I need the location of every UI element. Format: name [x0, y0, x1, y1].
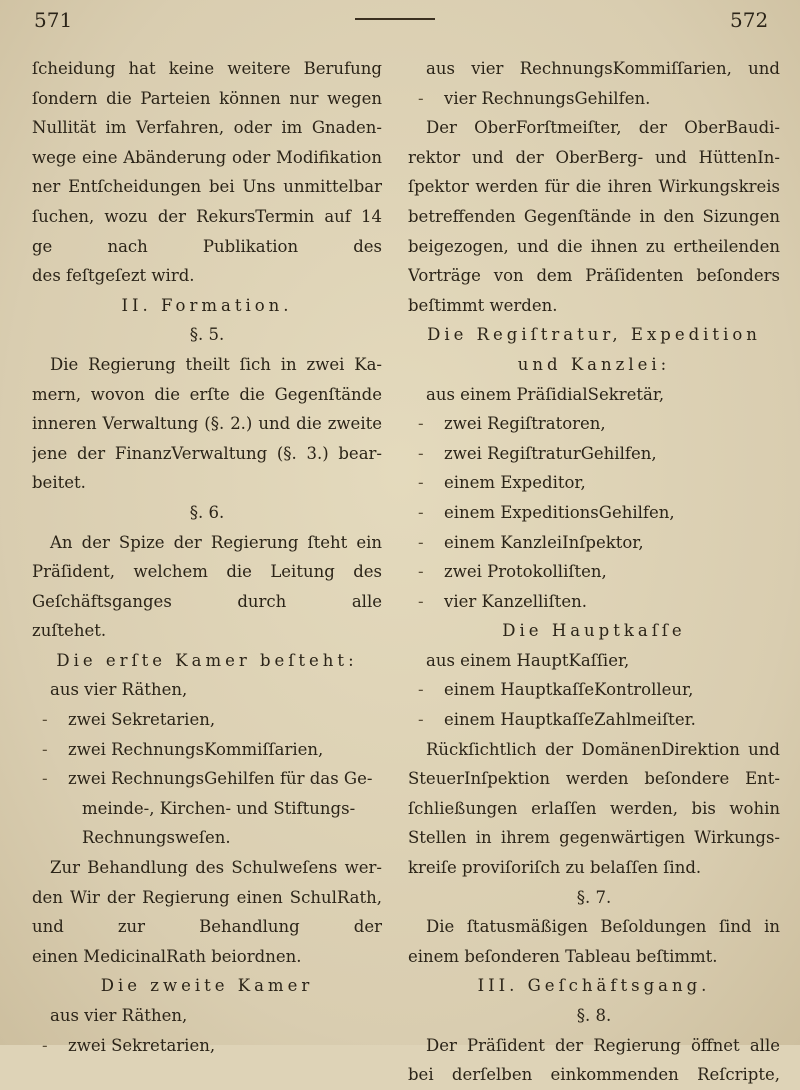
line-text: einem Expeditor,: [444, 473, 586, 493]
text-line: [408, 202, 780, 232]
line-text: zwei RechnungsKommiſſarien,: [68, 739, 324, 759]
line-text: Die ſtatusmäßigen Beſoldungen ſind in: [426, 917, 780, 937]
line-text: einem beſonderen Tableau beſtimmt.: [408, 946, 718, 966]
list-dash: -: [418, 414, 424, 434]
text-line: [32, 113, 382, 143]
line-text: §. 7.: [576, 887, 612, 907]
line-text: Zur Behandlung des Schulweſens wer-: [50, 858, 382, 878]
text-line: [32, 320, 382, 350]
text-line: [32, 883, 382, 913]
text-line: [408, 498, 780, 528]
text-line: [32, 498, 382, 528]
line-text: Rückſichtlich der DomänenDirektion und: [426, 739, 780, 759]
text-line: [32, 350, 382, 380]
header-rule: [355, 18, 435, 20]
text-line: [32, 291, 382, 321]
list-dash: -: [418, 88, 424, 108]
text-line: [408, 350, 780, 380]
text-line: [408, 883, 780, 913]
line-text: rektor und der OberBerg- und HüttenIn-: [408, 147, 780, 167]
text-line: [408, 291, 780, 321]
list-dash: -: [418, 562, 424, 582]
line-text: Vorträge von dem Präſidenten beſonders: [408, 266, 780, 286]
line-text: einem HauptkaſſeZahlmeiſter.: [444, 710, 696, 730]
line-text: beigezogen, und die ihnen zu ertheilenden: [408, 236, 780, 256]
line-text: bei derſelben einkommenden Reſcripte,: [408, 1065, 780, 1085]
text-line: [408, 1031, 780, 1061]
text-line: [408, 823, 780, 853]
line-text: An der Spize der Regierung ſteht ein: [50, 532, 382, 552]
text-line: [32, 735, 382, 765]
line-text: und Kanzlei:: [517, 354, 671, 374]
text-line: [32, 439, 382, 469]
line-text: inneren Verwaltung (§. 2.) und die zweite: [32, 414, 382, 434]
text-line: [408, 971, 780, 1001]
text-line: [32, 675, 382, 705]
line-text: zuſtehet.: [32, 621, 107, 641]
text-line: [32, 705, 382, 735]
line-text: Stellen in ihrem gegenwärtigen Wirkungs-: [408, 828, 780, 848]
left-column: [32, 54, 382, 1060]
line-text: des feſtgeſezt wird.: [32, 266, 195, 286]
line-text: Der OberForſtmeiſter, der OberBaudi-: [426, 118, 780, 138]
text-line: [32, 232, 382, 262]
list-dash: -: [418, 710, 424, 730]
text-line: [32, 172, 382, 202]
text-line: [32, 380, 382, 410]
line-text: Rechnungsweſen.: [82, 828, 231, 848]
line-text: aus vier Räthen,: [50, 680, 188, 700]
right-column: [408, 54, 780, 1090]
line-text: Die Regierung theilt ſich in zwei Ka-: [50, 354, 382, 374]
text-line: [408, 143, 780, 173]
line-text: zwei RechnungsGehilfen für das Ge-: [68, 769, 373, 789]
text-line: [32, 557, 382, 587]
text-line: [32, 823, 382, 853]
text-line: [408, 320, 780, 350]
line-text: betreffenden Gegenſtände in den Sizungen: [408, 206, 780, 226]
line-text: aus vier RechnungsKommiſſarien, und: [426, 59, 780, 78]
text-line: [32, 587, 382, 617]
text-line: [408, 261, 780, 291]
line-text: den Wir der Regierung einen SchulRath,: [32, 887, 382, 907]
line-text: kreiſe proviſoriſch zu belaſſen ſind.: [408, 858, 702, 878]
text-line: [32, 971, 382, 1001]
line-text: zwei Sekretarien,: [68, 1035, 216, 1055]
line-text: SteuerInſpektion werden beſondere Ent-: [408, 769, 780, 789]
text-line: [408, 380, 780, 410]
line-text: Geſchäftsganges durch alle: [32, 591, 382, 611]
line-text: einem KanzleiInſpektor,: [444, 532, 644, 552]
text-line: [408, 912, 780, 942]
text-line: [408, 84, 780, 114]
list-dash: -: [42, 710, 48, 730]
line-text: aus vier Räthen,: [50, 1006, 188, 1025]
list-dash: -: [42, 1035, 48, 1055]
text-line: [32, 616, 382, 646]
line-text: ſuchen, wozu der RekursTermin auf 14: [32, 206, 382, 226]
text-line: [408, 705, 780, 735]
page-number-left: 571: [34, 8, 73, 32]
text-line: [32, 912, 382, 942]
text-line: [32, 54, 382, 84]
text-line: [408, 439, 780, 469]
line-text: zwei Regiſtratoren,: [444, 414, 606, 434]
line-text: Nullität im Verfahren, oder im Gnaden-: [32, 118, 382, 138]
text-line: [32, 764, 382, 794]
line-text: ſchließungen erlaſſen werden, bis wohin: [408, 798, 780, 818]
page-number-right: 572: [730, 8, 769, 32]
text-line: [408, 409, 780, 439]
line-text: §. 5.: [189, 325, 225, 345]
line-text: Präſident, welchem die Leitung des: [32, 562, 382, 582]
list-dash: -: [418, 680, 424, 700]
line-text: ſpektor werden für die ihren Wirkungskreis: [408, 177, 780, 197]
text-line: [32, 1031, 382, 1061]
list-dash: -: [42, 769, 48, 789]
list-dash: -: [418, 443, 424, 463]
line-text: II. Formation.: [121, 295, 293, 315]
text-line: [32, 261, 382, 291]
list-dash: -: [418, 532, 424, 552]
line-text: vier Kanzelliſten.: [444, 591, 587, 611]
text-line: [32, 143, 382, 173]
text-line: [408, 172, 780, 202]
list-dash: -: [418, 591, 424, 611]
text-line: [408, 1060, 780, 1090]
text-line: [32, 794, 382, 824]
text-line: [408, 557, 780, 587]
line-text: §. 6.: [189, 502, 225, 522]
line-text: ſcheidung hat keine weitere Berufung: [32, 59, 382, 78]
list-dash: -: [42, 739, 48, 759]
line-text: Die zweite Kamer: [100, 976, 314, 996]
text-line: [408, 942, 780, 972]
text-line: [408, 853, 780, 883]
text-line: [32, 202, 382, 232]
line-text: zwei Protokolliſten,: [444, 562, 607, 582]
line-text: beſtimmt werden.: [408, 295, 558, 315]
text-line: [32, 84, 382, 114]
line-text: und zur Behandlung der: [32, 917, 382, 937]
line-text: Die Hauptkaſſe: [502, 621, 686, 641]
line-text: Der Präſident der Regierung öffnet alle: [426, 1035, 780, 1055]
text-line: [408, 232, 780, 262]
text-line: [408, 675, 780, 705]
line-text: zwei Sekretarien,: [68, 710, 216, 730]
line-text: einem HauptkaſſeKontrolleur,: [444, 680, 694, 700]
text-line: [408, 113, 780, 143]
line-text: ſondern die Parteien können nur wegen: [32, 88, 382, 108]
list-dash: -: [418, 502, 424, 522]
line-text: einen MedicinalRath beiordnen.: [32, 946, 302, 966]
line-text: ge nach Publikation des: [32, 236, 382, 256]
text-line: [408, 528, 780, 558]
text-line: [32, 528, 382, 558]
text-line: [408, 468, 780, 498]
line-text: §. 8.: [576, 1006, 612, 1025]
text-line: [408, 616, 780, 646]
line-text: meinde-, Kirchen- und Stiftungs-: [82, 798, 356, 818]
line-text: aus einem PräſidialSekretär,: [426, 384, 665, 404]
text-line: [408, 735, 780, 765]
line-text: beitet.: [32, 473, 86, 493]
line-text: aus einem HauptKaſſier,: [426, 650, 630, 670]
text-line: [32, 409, 382, 439]
text-line: [32, 646, 382, 676]
line-text: vier RechnungsGehilfen.: [444, 88, 651, 108]
line-text: Die Regiſtratur, Expedition: [427, 325, 761, 345]
text-line: [32, 1001, 382, 1031]
text-line: [408, 1001, 780, 1031]
line-text: mern, wovon die erſte die Gegenſtände: [32, 384, 382, 404]
text-line: [408, 54, 780, 84]
line-text: jene der FinanzVerwaltung (§. 3.) bear-: [32, 443, 382, 463]
text-line: [408, 587, 780, 617]
text-line: [408, 794, 780, 824]
line-text: III. Geſchäftsgang.: [477, 976, 711, 996]
text-line: [32, 468, 382, 498]
line-text: ner Entſcheidungen bei Uns unmittelbar: [32, 177, 382, 197]
line-text: einem ExpeditionsGehilfen,: [444, 502, 675, 522]
line-text: wege eine Abänderung oder Modifikation: [32, 147, 382, 167]
text-line: [408, 646, 780, 676]
text-line: [32, 942, 382, 972]
text-line: [32, 853, 382, 883]
line-text: zwei RegiſtraturGehilfen,: [444, 443, 657, 463]
text-line: [408, 764, 780, 794]
list-dash: -: [418, 473, 424, 493]
line-text: Die erſte Kamer beſteht:: [56, 650, 358, 670]
